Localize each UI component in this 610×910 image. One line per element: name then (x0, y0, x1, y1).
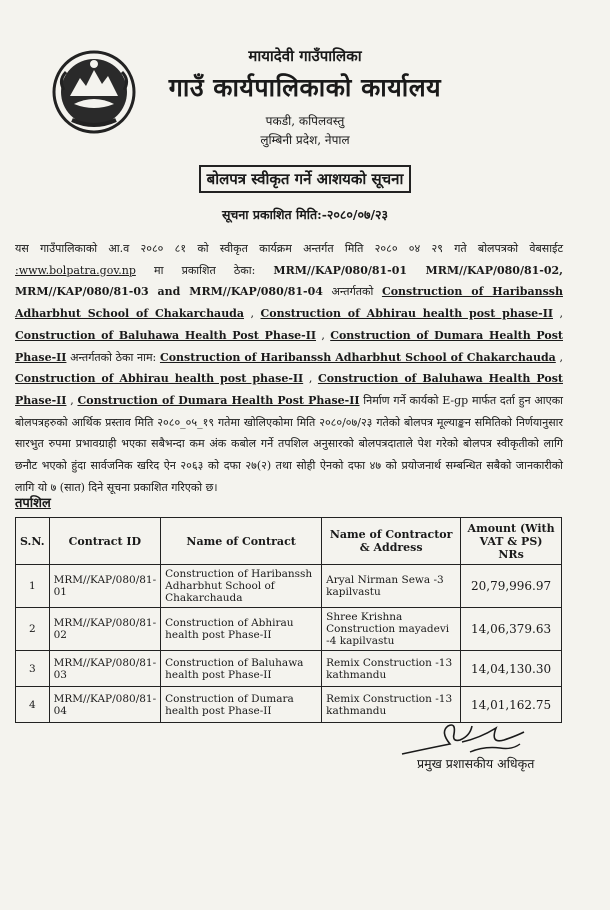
office-name: गाउँ कार्यपालिकाको कार्यालय (168, 73, 442, 102)
contract-3-name: Construction of Baluhawa Health Post Phase-II (15, 328, 317, 342)
header-contract-name: Name of Contract (161, 518, 322, 565)
table-row (16, 651, 562, 687)
table-row (16, 565, 562, 608)
row-contractor: Remix Construction -13 kathmandu (322, 651, 461, 687)
contracts-table (15, 517, 562, 723)
nepal-government-emblem-icon (52, 50, 136, 134)
address-line-2: लुम्बिनी प्रदेश, नेपाल (260, 133, 350, 147)
row-contract-name: Construction of Baluhawa health post Phase-II (161, 651, 322, 687)
row-amount: 20,79,996.97 (461, 565, 562, 608)
row-amount: 14,01,162.75 (461, 687, 562, 723)
row-contract-id: MRM//KAP/080/81-03 (49, 651, 161, 687)
contract-1-name: Construction of Haribanssh Adharbhut School of Chakarchauda (15, 285, 563, 321)
contract-4-name: Construction of Dumara Health Post Phase-II (15, 328, 563, 364)
contract-4-name-repeat: Construction of Dumara Health Post Phase-II (77, 393, 360, 407)
row-amount: 14,04,130.30 (461, 651, 562, 687)
header-amount: Amount (With VAT & PS) NRs (461, 518, 562, 565)
header-sn: S.N. (16, 518, 50, 565)
row-contractor: Shree Krishna Construction mayadevi -4 kapilvastu (322, 608, 461, 651)
row-contractor: Remix Construction -13 kathmandu (322, 687, 461, 723)
notice-title-text: बोलपत्र स्वीकृत गर्ने आशयको सूचना (199, 165, 412, 193)
table-header-row (16, 518, 562, 565)
contract-1-name-repeat: Construction of Haribanssh Adharbhut School of Chakarchauda (159, 350, 556, 364)
row-sn: 3 (16, 651, 50, 687)
contract-2-name-repeat: Construction of Abhirau health post phase-II (15, 372, 304, 386)
notice-title (140, 165, 470, 193)
row-sn: 2 (16, 608, 50, 651)
contract-3-name-repeat: Construction of Baluhawa Health Post Phase-II (15, 372, 563, 407)
row-contract-name: Construction of Dumara health post Phase-II (161, 687, 322, 723)
notice-body: यस गाउँपालिकाको आ.व २०८० ८१ को स्वीकृत कार्यक्रम अन्तर्गत मिति २०८० ०४ २९ गते बोलपत्रको वेबसाईट :www.bolpatra.gov.np मा प्रकाशित ठेका: MRM//KAP/080/81-01 MRM//KAP/080/81-02, MRM//KAP/080/81-03 and MRM//KAP/080/81-04 अन्तर्गतको Construction of Haribanssh Adharbhut School of Chakarchauda , Construction of Abhirau health post phase-II , Construction of Baluhawa Health Post Phase-II , Construction of Dumara Health Post Phase-II अन्तर्गतको ठेका नाम: Construction of Haribanssh Adharbhut School of Chakarchauda , Construction of Abhirau health post phase-II , Construction of Baluhawa Health Post Phase-II , Construction of Dumara Health Post Phase-II निर्माण गर्ने कार्यको E-gp मार्फत दर्ता हुन आएका बोलपत्रहरुको आर्थिक प्रस्ताव मिति २०८०_०५_१९ गतेमा खोलिएकोमा मिति २०८०/०७/२३ गतेको बोलपत्र मूल्याङ्कन समितिको निर्णयानुसार सारभुत रुपमा प्रभावग्राही भएका सबैभन्दा कम अंक कबोल गर्ने तपशिल अनुसारको बोलपत्रदाताले पेश गरेको बोलपत्र स्वीकृतीको लागि छनौट भएको हुंदा सार्वजनिक खरिद ऐन २०६३ को दफा २७(२) तथा सोही ऐनको दफा ४७ को प्रयोजनार्थ सम्बन्धित सबैको जानकारीको लागि यो ७ (सात) दिने सूचना प्रकाशित गरिएको छ। (15, 242, 564, 494)
row-contractor: Aryal Nirman Sewa -3 kapilvastu (322, 565, 461, 608)
contract-ids: MRM//KAP/080/81-01 MRM//KAP/080/81-02, MRM//KAP/080/81-03 and MRM//KAP/080/81-04 (15, 263, 563, 299)
row-contract-id: MRM//KAP/080/81-01 (49, 565, 161, 608)
row-contract-name: Construction of Haribanssh Adharbhut School of Chakarchauda (161, 565, 322, 608)
header-contract-id: Contract ID (49, 518, 161, 565)
row-contract-id: MRM//KAP/080/81-02 (49, 608, 161, 651)
row-sn: 1 (16, 565, 50, 608)
website-link[interactable]: :www.bolpatra.gov.np (15, 263, 136, 277)
body-text-1: यस गाउँपालिकाको आ.व २०८० ८१ को स्वीकृत कार्यक्रम अन्तर्गत मिति २०८० ०४ २९ गते बोलपत्रको वेबसाईट (15, 242, 563, 255)
row-amount: 14,06,379.63 (461, 608, 562, 651)
signatory-title: प्रमुख प्रशासकीय अधिकृत (417, 756, 535, 771)
body-text-4: अन्तर्गतको ठेका नाम: (66, 350, 160, 364)
contract-2-name: Construction of Abhirau health post phase-II (260, 307, 553, 321)
header-contractor: Name of Contractor & Address (322, 518, 461, 565)
table-row (16, 608, 562, 651)
publish-date: सूचना प्रकाशित मिति:-२०८०/०७/२३ (221, 207, 389, 222)
details-heading: तपशिल (15, 496, 51, 511)
row-contract-id: MRM//KAP/080/81-04 (49, 687, 161, 723)
row-contract-name: Construction of Abhirau health post Phase-II (161, 608, 322, 651)
body-text-5: निर्माण गर्ने कार्यको E-gp मार्फत दर्ता हुन आएका बोलपत्रहरुको आर्थिक प्रस्ताव मिति २०८०_०५_१९ गतेमा खोलिएकोमा मिति २०८०/०७/२३ गतेको बोलपत्र मूल्याङ्कन समितिको निर्णयानुसार सारभुत रुपमा प्रभावग्राही भएका सबैभन्दा कम अंक कबोल गर्ने तपशिल अनुसारको बोलपत्रदाताले पेश गरेको बोलपत्र स्वीकृतीको लागि छनौट भएको हुंदा सार्वजनिक खरिद ऐन २०६३ को दफा २७(२) तथा सोही ऐनको दफा ४७ को प्रयोजनार्थ सम्बन्धित सबैको जानकारीको लागि यो ७ (सात) दिने सूचना प्रकाशित गरिएको छ। (15, 393, 563, 494)
body-text-2: मा प्रकाशित ठेका: (135, 263, 274, 277)
row-sn: 4 (16, 687, 50, 723)
body-text-3: अन्तर्गतको (322, 285, 382, 299)
address-line-1: पकडी, कपिलवस्तु (265, 114, 345, 128)
municipality-name: मायादेवी गाउँपालिका (248, 47, 362, 65)
